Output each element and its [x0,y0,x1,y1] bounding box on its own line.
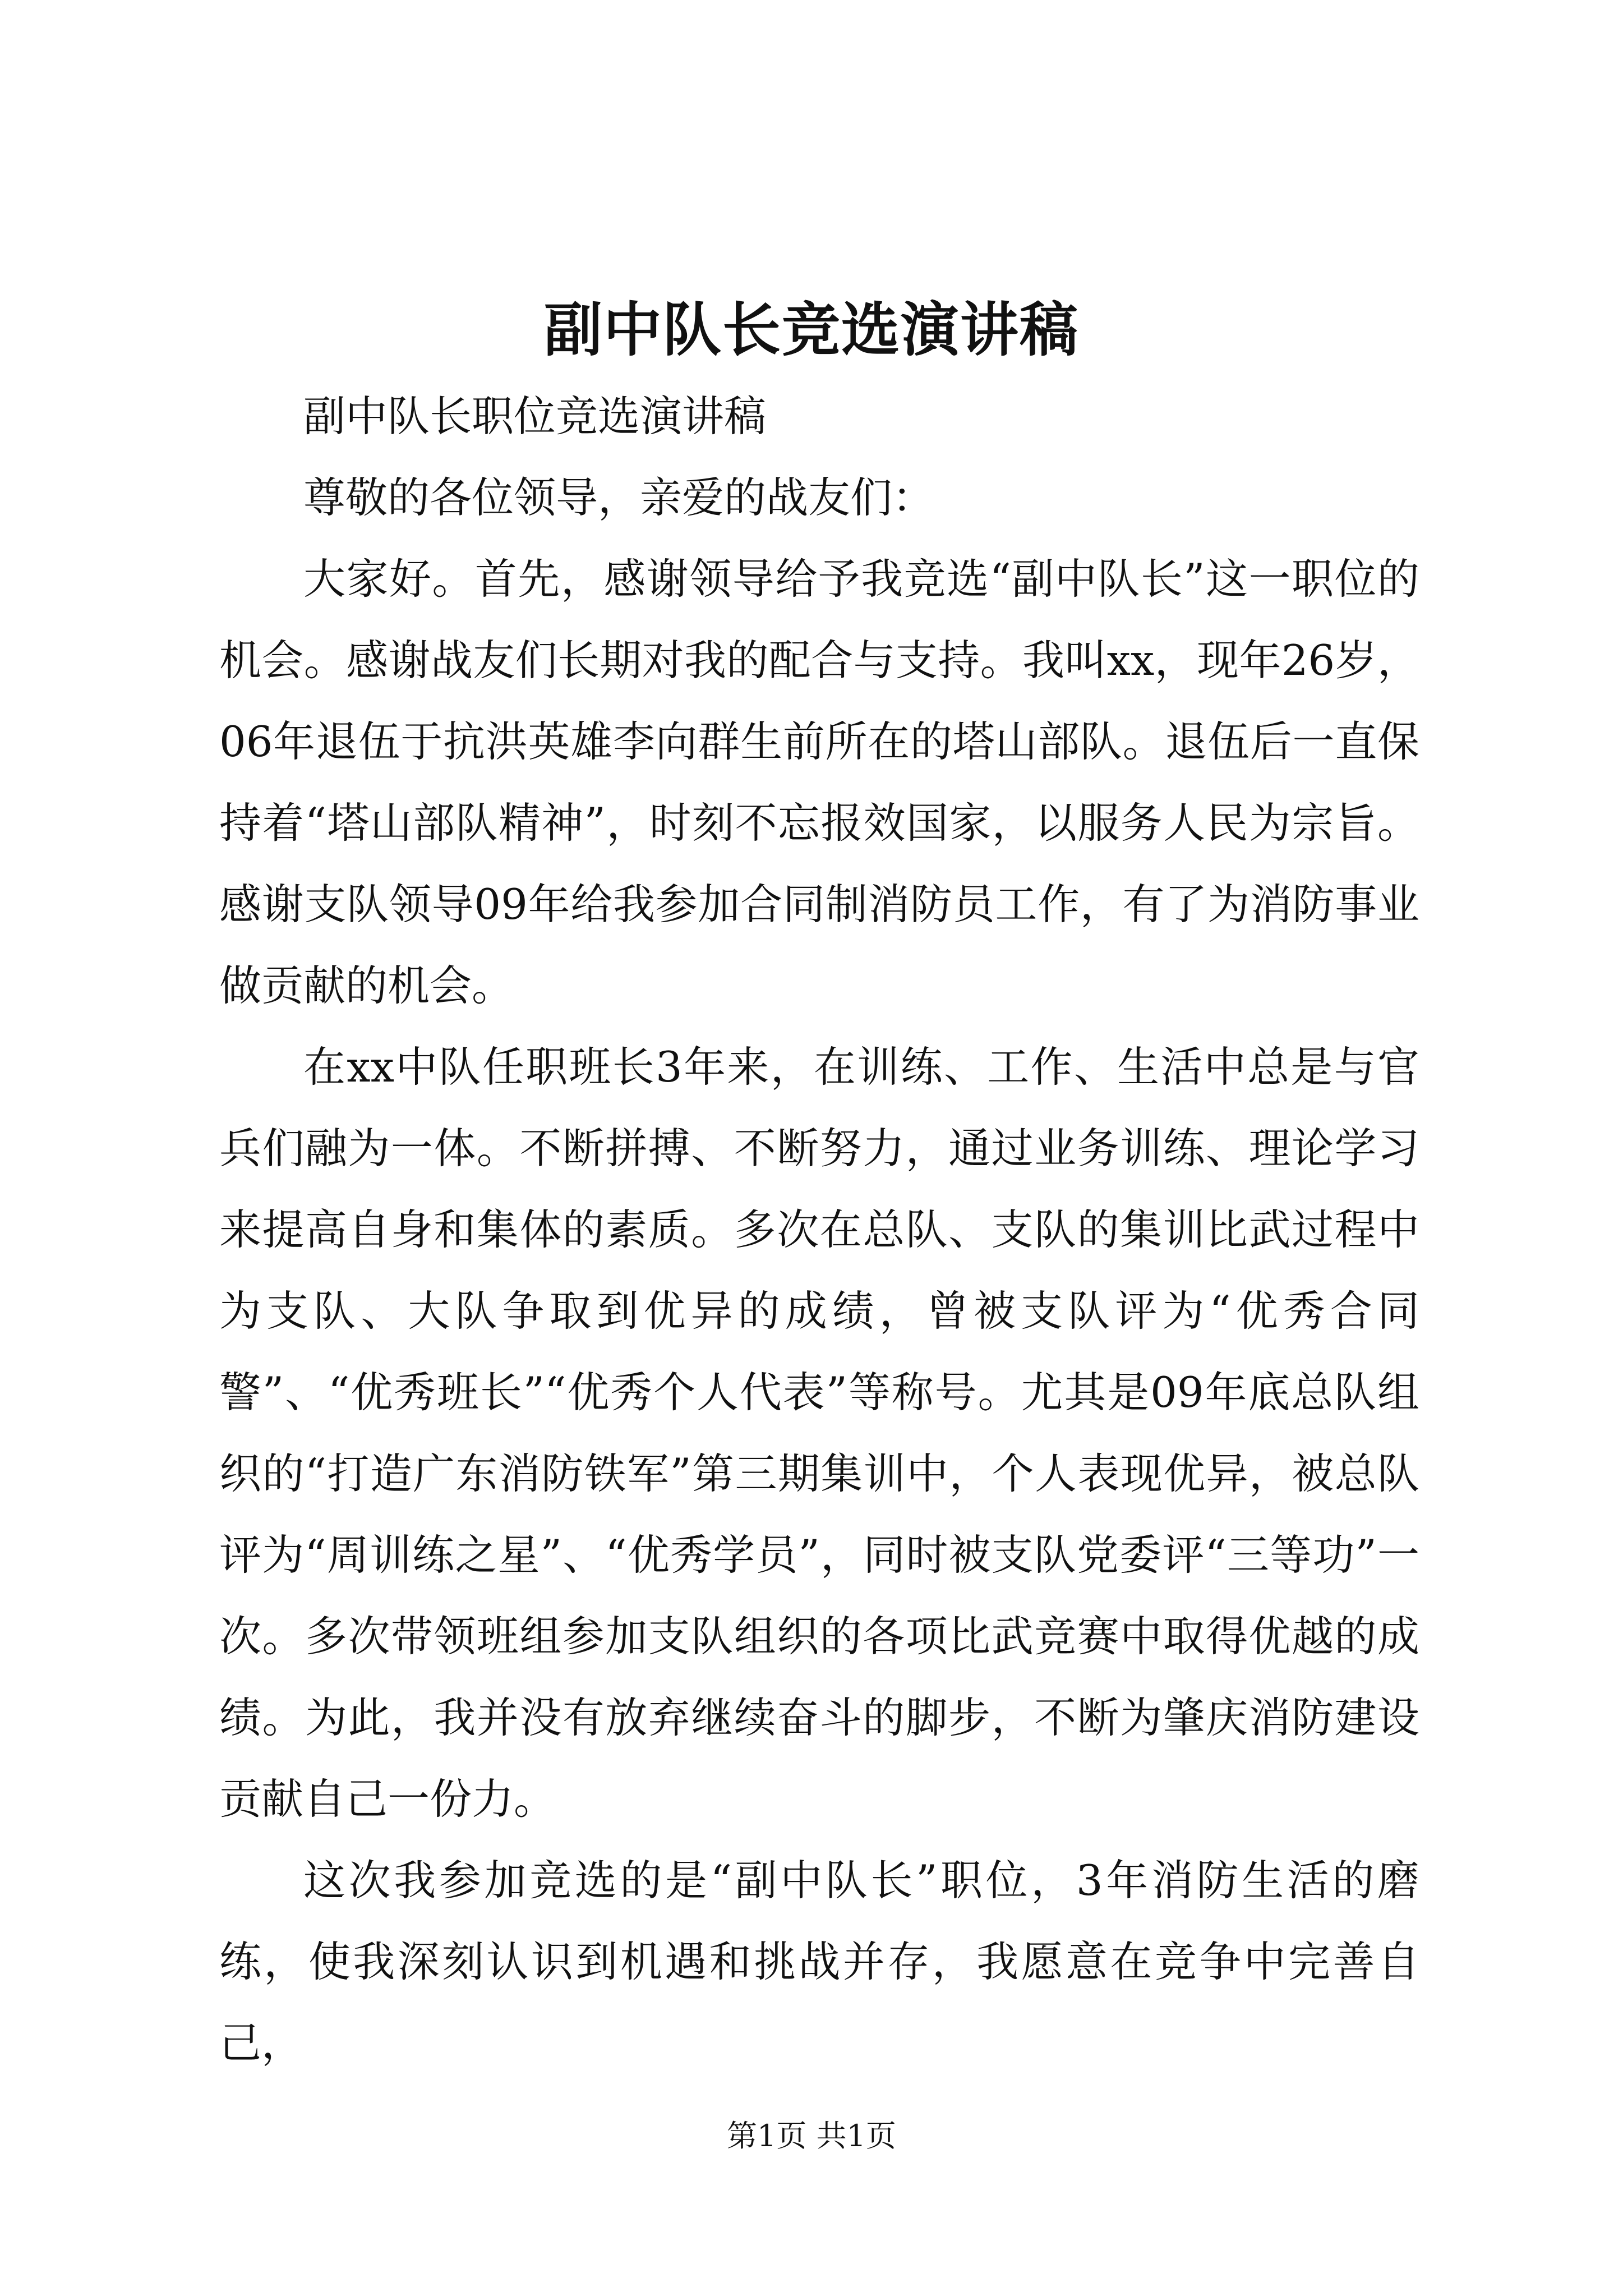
paragraph-candidacy: 这次我参加竞选的是“副中队长”职位，3年消防生活的磨练，使我深刻认识到机遇和挑战并存，我愿意在竞争中完善自己， [219,1856,1419,2068]
paragraph-experience: 在xx中队任职班长3年来，在训练、工作、生活中总是与官兵们融为一体。不断拼搏、不断努力，通过业务训练、理论学习来提高自身和集体的素质。多次在总队、支队的集训比武过程中为支队、大队争取到优异的成绩，曾被支队评为“优秀合同警”、“优秀班长”“优秀个人代表”等称号。尤其是09年底总队组织的“打造广东消防铁军”第三期集训中，个人表现优异，被总队评为“周训练之星”、“优秀学员”，同时被支队党委评“三等功”一次。多次带领班组参加支队组织的各项比武竞赛中取得优越的成绩。为此，我并没有放弃继续奋斗的脚步，不断为肇庆消防建设贡献自己一份力。 [219,1042,1419,1824]
document-body [219,376,1419,2084]
paragraph-subtitle: 副中队长职位竞选演讲稿 [303,392,767,441]
document-title: 副中队长竞选演讲稿 [543,295,1079,364]
paragraph-salutation: 尊敬的各位领导，亲爱的战友们： [303,473,935,522]
paragraph-introduction: 大家好。首先，感谢领导给予我竞选“副中队长”这一职位的机会。感谢战友们长期对我的配合与支持。我叫xx，现年26岁，06年退伍于抗洪英雄李向群生前所在的塔山部队。退伍后一直保持着“塔山部队精神”，时刻不忘报效国家，以服务人民为宗旨。感谢支队领导09年给我参加合同制消防员工作，有了为消防事业做贡献的机会。 [219,554,1419,1010]
page-footer: 第1页 共1页 [727,2118,896,2154]
